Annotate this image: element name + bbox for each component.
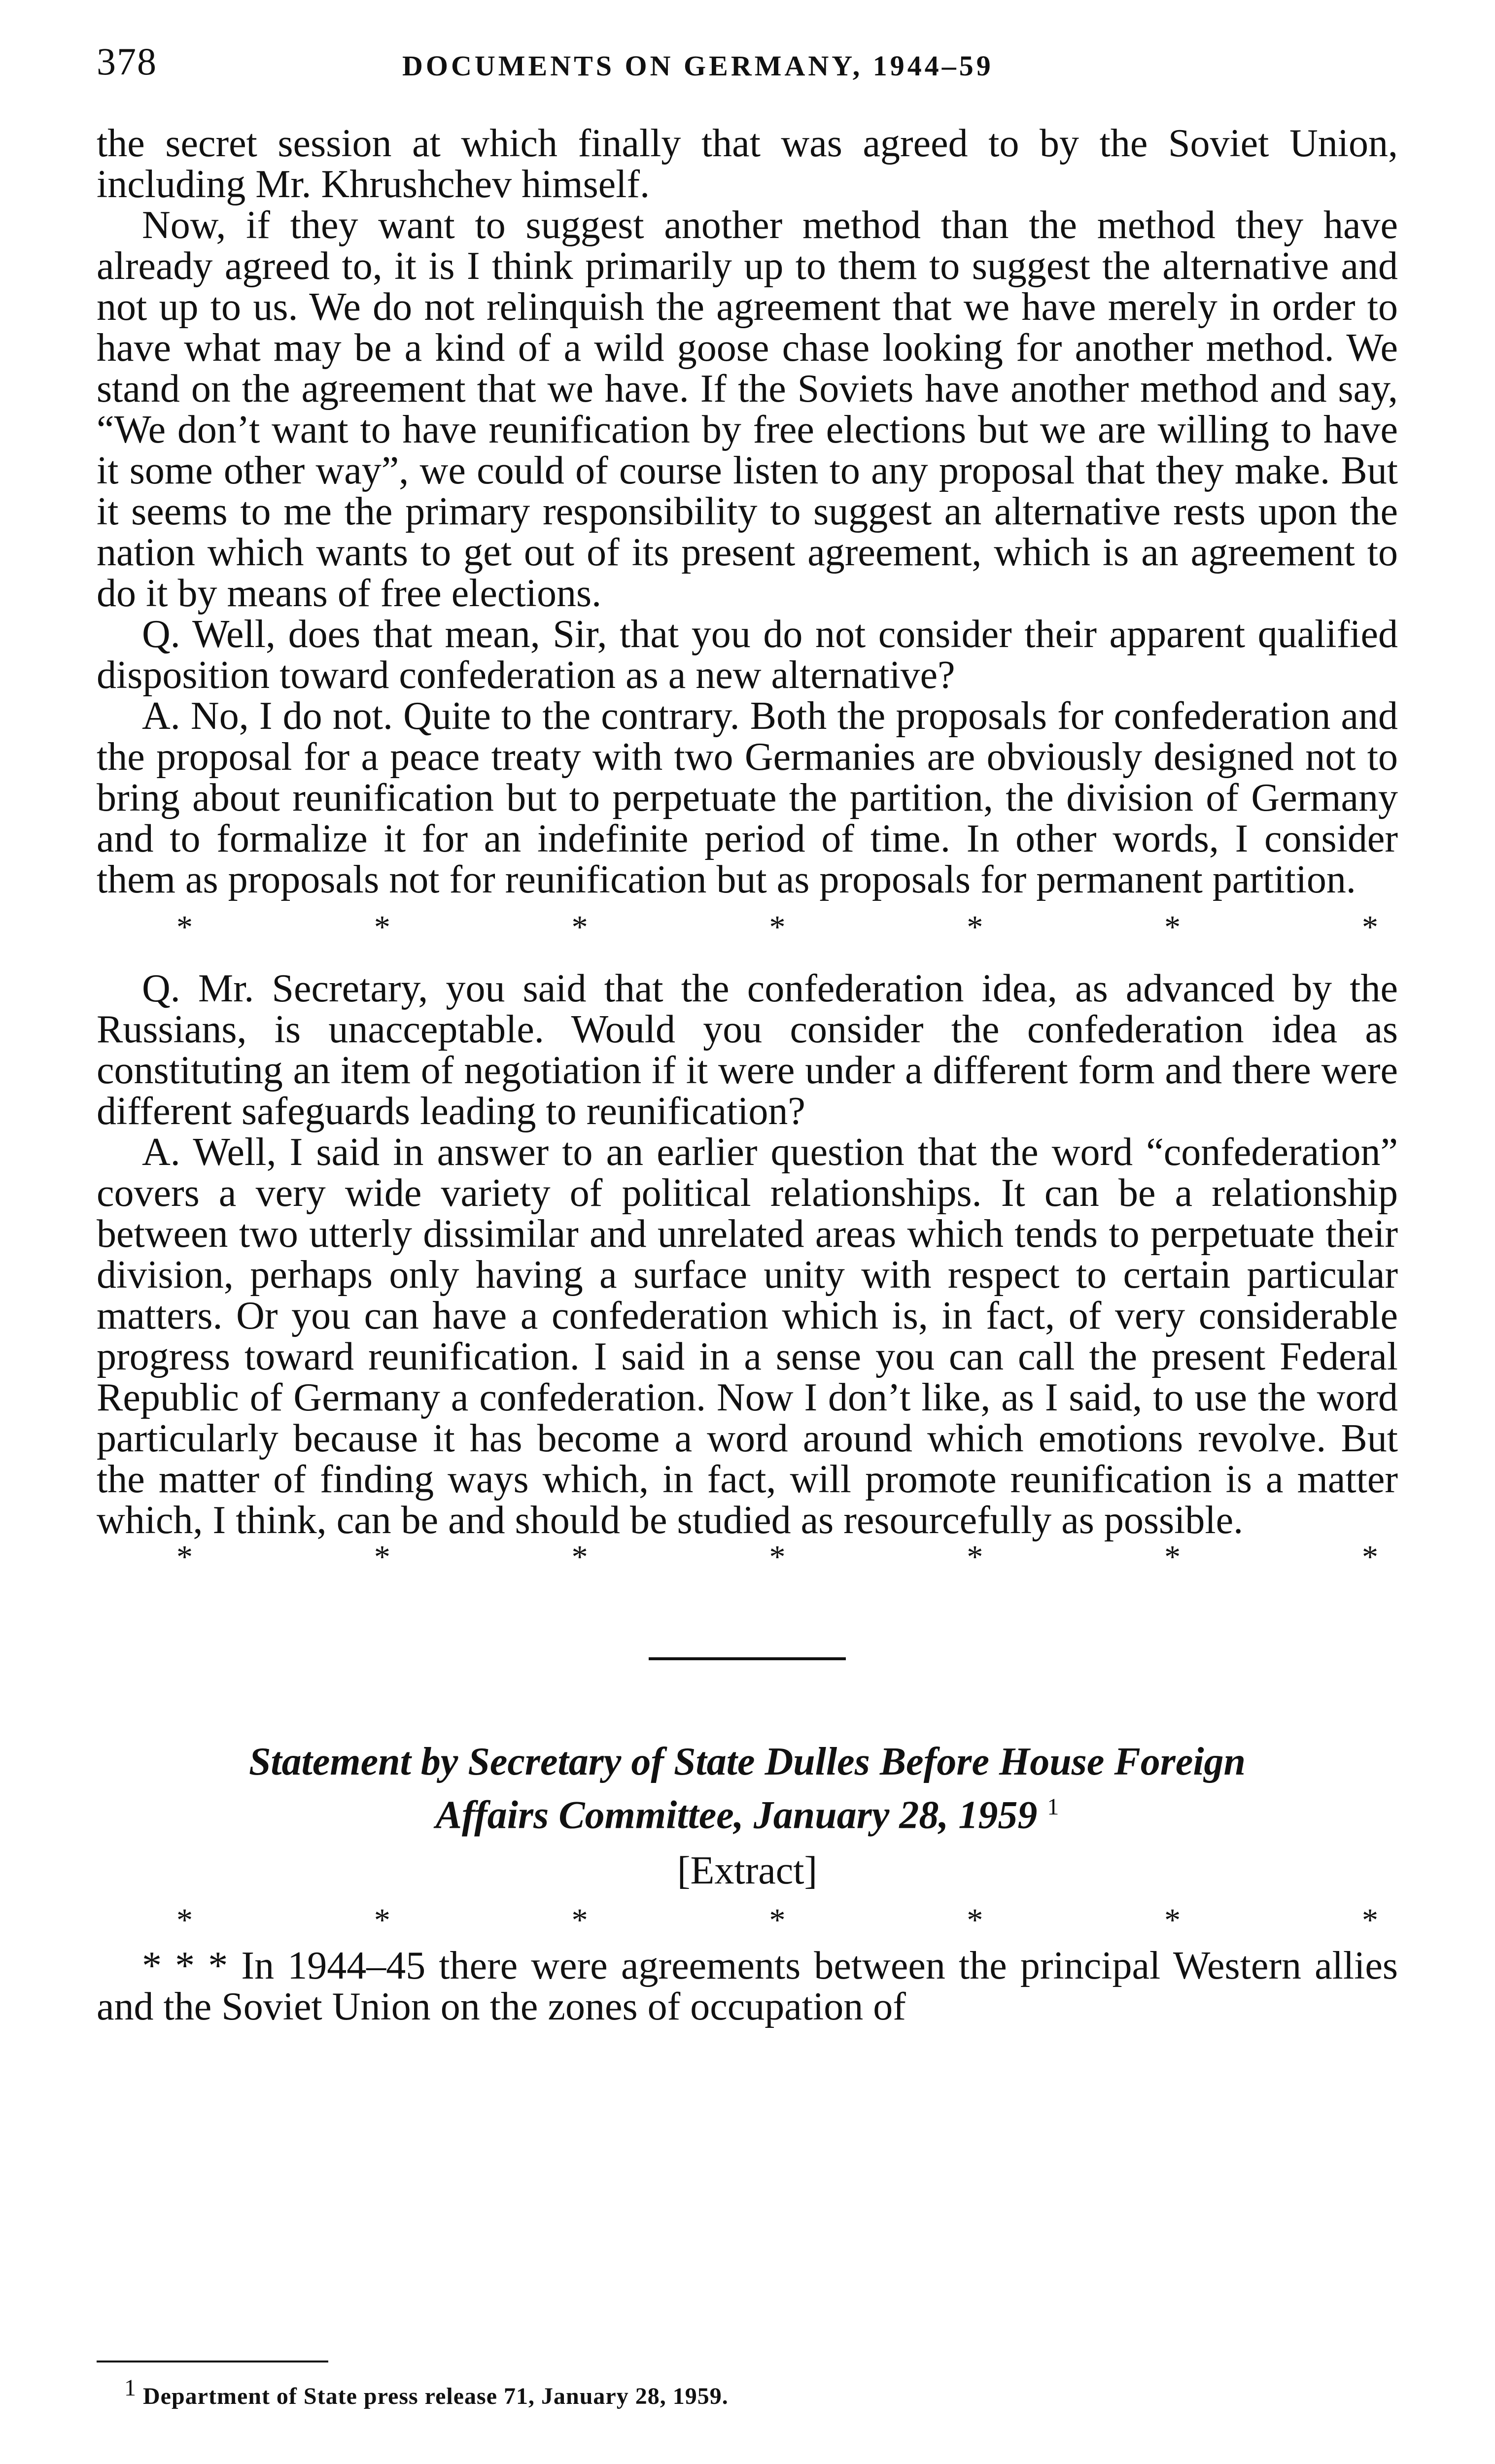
paragraph: Q. Mr. Secretary, you said that the confederation idea, as advanced by the Russians, is unacceptable. Would you consider the confederation idea as constituting an item of negotiation if it were under a different form and there were different safeguards leading to reunification? bbox=[97, 967, 1398, 1133]
paragraph: * * * In 1944–45 there were agreements between the principal Western allies and the Soviet Union on the zones of occupation of bbox=[97, 1944, 1398, 2028]
statement-heading-line1: Statement by Secretary of State Dulles Before House Foreign bbox=[248, 1740, 1246, 1783]
running-head bbox=[97, 34, 1398, 94]
ellipsis-stars: * * * * * * * bbox=[176, 1539, 1378, 1575]
paragraph: A. Well, I said in answer to an earlier question that the word “confederation” covers a very wide variety of political relationships. It can be a relationship between two utterly dissimilar and unrelated areas which tends to perpetuate their division, perhaps only having a surface unity with respect to certain particular matters. Or you can have a confederation which is, in fact, of very considerable progress toward reunification. I said in a sense you can call the present Federal Republic of Germany a confederation. Now I don’t like, as I said, to use the word particularly because it has become a word around which emotions revolve. But the matter of finding ways which, in fact, will promote reunification is a matter which, I think, can be and should be studied as resourcefully as possible. bbox=[97, 1130, 1398, 1542]
statement-heading bbox=[97, 1739, 1398, 1838]
ellipsis-stars: * * * * * * * bbox=[176, 1902, 1378, 1938]
body-text bbox=[97, 123, 1398, 2027]
paragraph: Now, if they want to suggest another method than the method they have already agreed to, it is I think primarily up to them to suggest the alternative and not up to us. We do not relinquish the agreement that we have merely in order to have what may be a kind of a wild goose chase looking for another method. We stand on the agreement that we have. If the Soviets have another method and say, “We don’t want to have reunification by free elections but we are willing to have it some other way”, we could of course listen to any proposal that they make. But it seems to me the primary responsibility to suggest an alternative rests upon the nation which wants to get out of its present agreement, which is an agreement to do it by means of free elections. bbox=[97, 204, 1398, 615]
footnote bbox=[124, 2374, 729, 2410]
paragraph: Q. Well, does that mean, Sir, that you do not consider their apparent qualified disposition toward confederation as a new alternative? bbox=[97, 613, 1398, 697]
extract-label: [Extract] bbox=[677, 1848, 818, 1892]
paragraph: A. No, I do not. Quite to the contrary. Both the proposals for confederation and the proposal for a peace treaty with two Germanies are obviously designed not to bring about reunification but to perpetuate the partition, the division of Germany and to formalize it for an indefinite period of time. In other words, I consider them as proposals not for reunification but as proposals for permanent partition. bbox=[97, 694, 1398, 901]
paragraph: the secret session at which finally that was agreed to by the Soviet Union, including Mr. Khrushchev himself. bbox=[97, 122, 1398, 206]
ellipsis-stars: * * * * * * * bbox=[176, 909, 1378, 945]
footnote-marker: 1 bbox=[124, 2375, 137, 2401]
page-number: 378 bbox=[97, 40, 157, 83]
footnote-rule bbox=[97, 2361, 328, 2362]
section-rule bbox=[649, 1657, 846, 1660]
statement-heading-line2: Affairs Committee, January 28, 1959 bbox=[435, 1793, 1038, 1837]
footnote-reference: 1 bbox=[1047, 1794, 1059, 1820]
running-title: DOCUMENTS ON GERMANY, 1944–59 bbox=[402, 50, 994, 82]
footnote-text: Department of State press release 71, January 28, 1959. bbox=[143, 2383, 729, 2409]
